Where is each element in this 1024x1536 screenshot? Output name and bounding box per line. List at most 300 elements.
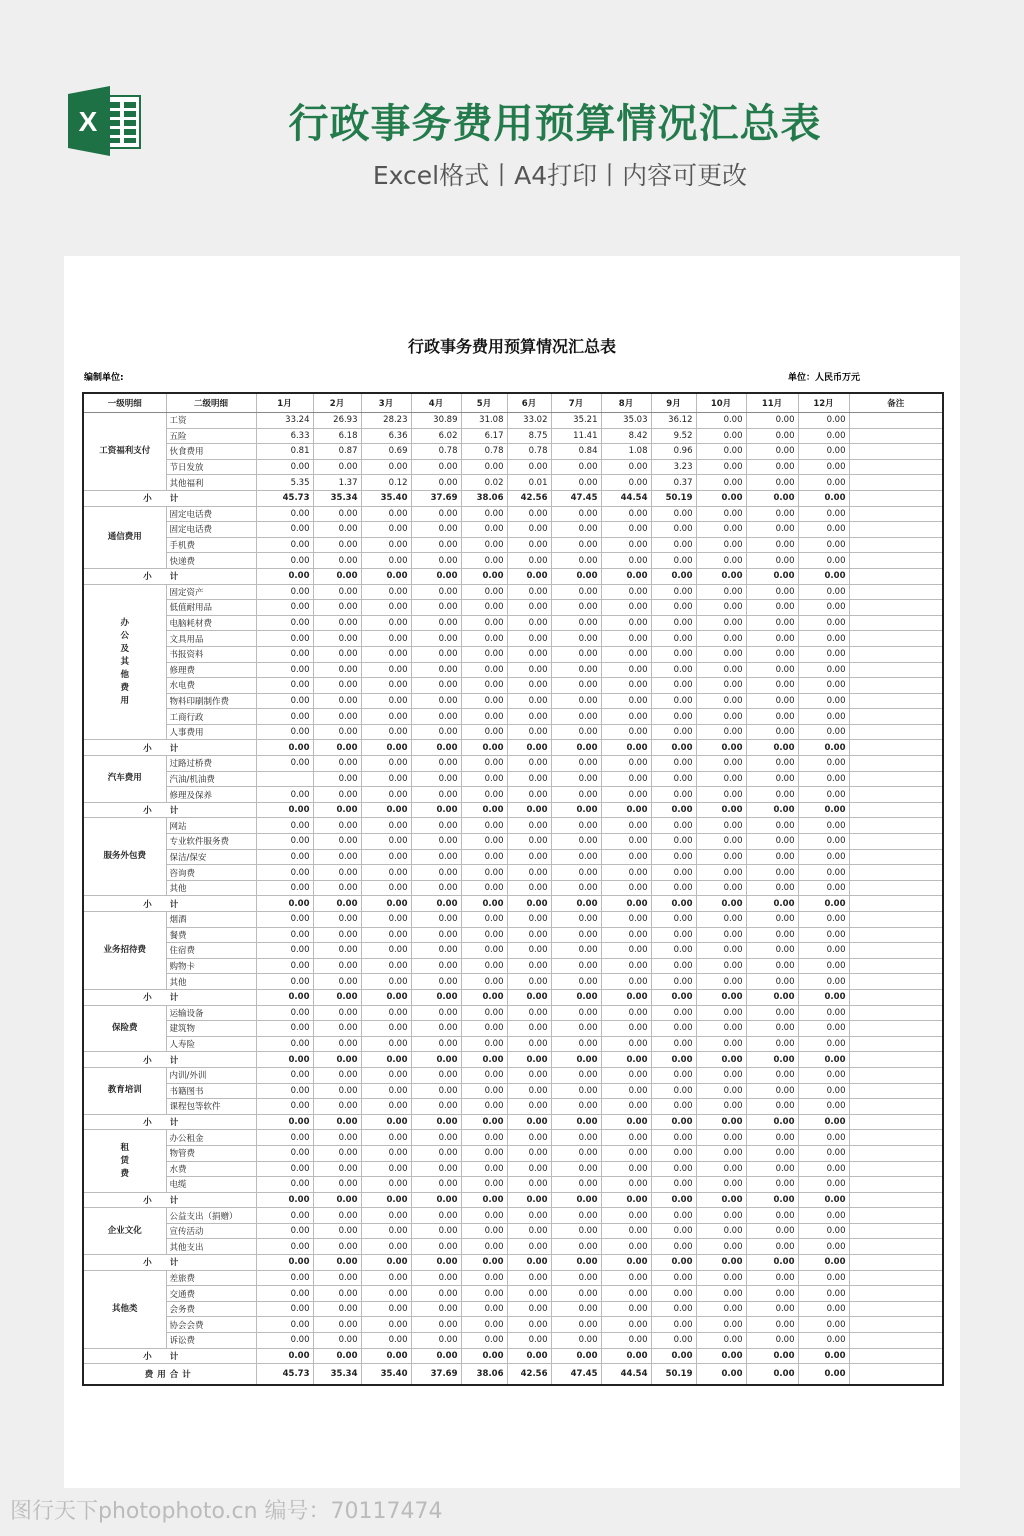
table-row <box>83 1286 943 1302</box>
value-cell: 0.00 <box>461 771 507 787</box>
value-cell: 0.00 <box>461 600 507 616</box>
value-cell: 0.00 <box>746 646 798 662</box>
value-cell: 0.00 <box>361 771 411 787</box>
table-row <box>83 943 943 959</box>
value-cell: 0.00 <box>313 756 361 772</box>
value-cell: 0.00 <box>601 912 651 928</box>
value-cell: 0.00 <box>256 834 313 850</box>
item-name: 物管费 <box>166 1145 256 1161</box>
subtotal-value: 0.00 <box>651 1114 696 1130</box>
remark-cell <box>849 927 943 943</box>
value-cell: 0.00 <box>411 1036 461 1052</box>
value-cell: 0.00 <box>651 1239 696 1255</box>
table-row <box>83 553 943 569</box>
value-cell: 0.00 <box>601 646 651 662</box>
remark-cell <box>849 818 943 834</box>
remark-cell <box>849 490 943 506</box>
table-row <box>83 818 943 834</box>
column-header: 5月 <box>461 393 507 413</box>
value-cell: 0.00 <box>461 1067 507 1083</box>
value-cell: 0.00 <box>551 693 601 709</box>
value-cell: 0.00 <box>746 537 798 553</box>
value-cell: 0.00 <box>746 958 798 974</box>
total-value: 35.34 <box>313 1364 361 1386</box>
value-cell: 0.00 <box>798 553 849 569</box>
subtotal-value: 0.00 <box>256 740 313 756</box>
value-cell: 36.12 <box>651 413 696 429</box>
subtotal-value: 0.00 <box>313 1192 361 1208</box>
value-cell: 0.00 <box>461 631 507 647</box>
value-cell: 0.00 <box>256 1177 313 1193</box>
subtotal-label: 小计 <box>83 490 256 506</box>
document-sheet <box>64 256 960 1488</box>
value-cell: 0.00 <box>507 1286 551 1302</box>
value-cell: 0.00 <box>746 1036 798 1052</box>
value-cell: 0.00 <box>411 865 461 881</box>
value-cell: 0.00 <box>696 459 746 475</box>
value-cell: 0.00 <box>361 865 411 881</box>
value-cell: 0.00 <box>411 709 461 725</box>
value-cell: 0.00 <box>313 927 361 943</box>
value-cell: 0.00 <box>696 428 746 444</box>
remark-cell <box>849 1192 943 1208</box>
subtotal-value: 0.00 <box>746 1255 798 1271</box>
value-cell: 0.00 <box>361 787 411 803</box>
value-cell: 0.00 <box>313 709 361 725</box>
value-cell: 0.00 <box>798 709 849 725</box>
value-cell: 1.08 <box>601 444 651 460</box>
value-cell: 0.00 <box>601 553 651 569</box>
value-cell: 0.00 <box>411 459 461 475</box>
budget-table <box>82 392 944 1386</box>
value-cell: 0.00 <box>651 1099 696 1115</box>
subtotal-value: 0.00 <box>746 740 798 756</box>
value-cell: 0.00 <box>411 615 461 631</box>
value-cell: 0.00 <box>461 522 507 538</box>
table-row <box>83 662 943 678</box>
category-cell: 通信费用 <box>83 506 166 568</box>
column-header: 7月 <box>551 393 601 413</box>
value-cell: 0.00 <box>461 756 507 772</box>
subtotal-value: 0.00 <box>361 740 411 756</box>
item-name: 购物卡 <box>166 958 256 974</box>
value-cell: 0.00 <box>361 678 411 694</box>
remark-cell <box>849 522 943 538</box>
column-header: 3月 <box>361 393 411 413</box>
subtotal-value: 0.00 <box>651 802 696 818</box>
item-name: 物料印刷制作费 <box>166 693 256 709</box>
value-cell: 0.00 <box>696 1036 746 1052</box>
remark-cell <box>849 553 943 569</box>
value-cell: 0.00 <box>256 1239 313 1255</box>
value-cell: 0.00 <box>313 849 361 865</box>
value-cell: 0.00 <box>361 693 411 709</box>
column-header: 二级明细 <box>166 393 256 413</box>
value-cell: 0.00 <box>507 1161 551 1177</box>
remark-cell <box>849 1348 943 1364</box>
subtotal-value: 0.00 <box>601 1348 651 1364</box>
value-cell: 0.00 <box>601 506 651 522</box>
item-name: 保洁/保安 <box>166 849 256 865</box>
value-cell: 0.00 <box>461 865 507 881</box>
value-cell: 0.00 <box>601 1130 651 1146</box>
remark-cell <box>849 506 943 522</box>
value-cell: 0.00 <box>256 1223 313 1239</box>
item-name: 办公租金 <box>166 1130 256 1146</box>
value-cell: 0.00 <box>651 1333 696 1349</box>
value-cell: 0.00 <box>461 974 507 990</box>
value-cell: 0.00 <box>746 1130 798 1146</box>
value-cell: 0.00 <box>601 475 651 491</box>
subtotal-value: 0.00 <box>411 740 461 756</box>
table-row <box>83 678 943 694</box>
subtotal-value: 0.00 <box>798 896 849 912</box>
subtotal-value: 0.00 <box>461 1192 507 1208</box>
subtotal-value: 0.00 <box>313 1052 361 1068</box>
subtotal-value: 0.00 <box>507 740 551 756</box>
remark-cell <box>849 1099 943 1115</box>
subtotal-value: 0.00 <box>507 1348 551 1364</box>
table-row <box>83 771 943 787</box>
subtotal-value: 45.73 <box>256 490 313 506</box>
subtotal-value: 0.00 <box>798 1255 849 1271</box>
subtotal-value: 0.00 <box>798 1052 849 1068</box>
value-cell: 0.00 <box>256 756 313 772</box>
subtotal-value: 0.00 <box>361 1348 411 1364</box>
value-cell: 0.00 <box>798 756 849 772</box>
value-cell: 0.00 <box>651 1083 696 1099</box>
value-cell: 0.00 <box>651 958 696 974</box>
value-cell: 0.00 <box>507 880 551 896</box>
value-cell: 0.00 <box>651 1208 696 1224</box>
value-cell: 0.00 <box>256 849 313 865</box>
subtotal-value: 0.00 <box>461 989 507 1005</box>
item-name: 手机费 <box>166 537 256 553</box>
table-row <box>83 1145 943 1161</box>
remark-cell <box>849 631 943 647</box>
value-cell: 0.00 <box>313 1208 361 1224</box>
subtotal-label: 小计 <box>83 896 256 912</box>
value-cell: 0.00 <box>696 522 746 538</box>
value-cell: 0.00 <box>256 1208 313 1224</box>
column-header: 一级明细 <box>83 393 166 413</box>
value-cell: 0.00 <box>746 1317 798 1333</box>
value-cell: 0.00 <box>551 1317 601 1333</box>
value-cell: 0.00 <box>798 413 849 429</box>
value-cell: 0.00 <box>551 958 601 974</box>
subtotal-value: 0.00 <box>651 989 696 1005</box>
subtotal-label: 小计 <box>83 1348 256 1364</box>
subtotal-value: 0.00 <box>256 896 313 912</box>
value-cell: 0.00 <box>411 1239 461 1255</box>
value-cell: 0.00 <box>746 834 798 850</box>
table-row <box>83 646 943 662</box>
value-cell: 0.00 <box>313 646 361 662</box>
subtotal-value: 0.00 <box>746 989 798 1005</box>
subtotal-value: 0.00 <box>651 1052 696 1068</box>
svg-text:X: X <box>78 106 98 137</box>
value-cell: 0.00 <box>601 958 651 974</box>
value-cell: 0.00 <box>551 756 601 772</box>
value-cell: 0.00 <box>601 537 651 553</box>
value-cell: 0.00 <box>507 1021 551 1037</box>
category-cell: 教育培训 <box>83 1067 166 1114</box>
value-cell: 0.00 <box>461 1286 507 1302</box>
value-cell: 0.00 <box>696 912 746 928</box>
value-cell: 0.00 <box>746 1301 798 1317</box>
value-cell: 0.00 <box>411 506 461 522</box>
value-cell: 0.00 <box>411 1270 461 1286</box>
remark-cell <box>849 537 943 553</box>
value-cell: 0.00 <box>798 771 849 787</box>
value-cell: 0.00 <box>256 1036 313 1052</box>
value-cell: 0.00 <box>798 1099 849 1115</box>
value-cell: 0.00 <box>461 787 507 803</box>
value-cell: 0.00 <box>551 880 601 896</box>
value-cell: 0.00 <box>411 1317 461 1333</box>
value-cell: 0.00 <box>461 1239 507 1255</box>
value-cell: 0.00 <box>746 693 798 709</box>
item-name: 低值耐用品 <box>166 600 256 616</box>
value-cell: 0.00 <box>411 880 461 896</box>
value-cell: 0.00 <box>798 444 849 460</box>
table-row <box>83 444 943 460</box>
value-cell: 0.00 <box>461 1208 507 1224</box>
item-name: 其他 <box>166 880 256 896</box>
value-cell: 0.00 <box>313 1099 361 1115</box>
item-name: 课程包等软件 <box>166 1099 256 1115</box>
value-cell: 0.00 <box>798 615 849 631</box>
column-header: 备注 <box>849 393 943 413</box>
value-cell: 0.00 <box>651 1161 696 1177</box>
subtotal-value: 37.69 <box>411 490 461 506</box>
value-cell: 0.00 <box>651 584 696 600</box>
subtotal-row <box>83 896 943 912</box>
item-name: 伙食费用 <box>166 444 256 460</box>
value-cell: 0.00 <box>798 818 849 834</box>
value-cell: 0.00 <box>461 1005 507 1021</box>
remark-cell <box>849 787 943 803</box>
value-cell: 0.00 <box>651 1286 696 1302</box>
value-cell: 0.00 <box>461 912 507 928</box>
value-cell: 0.00 <box>361 1301 411 1317</box>
value-cell: 0.00 <box>461 849 507 865</box>
item-name: 电缆 <box>166 1177 256 1193</box>
subtotal-value: 0.00 <box>256 568 313 584</box>
category-cell: 工资福利支付 <box>83 413 166 491</box>
remark-cell <box>849 1145 943 1161</box>
value-cell: 6.33 <box>256 428 313 444</box>
value-cell: 0.00 <box>256 584 313 600</box>
value-cell: 0.00 <box>551 537 601 553</box>
value-cell: 0.00 <box>507 1036 551 1052</box>
value-cell: 0.00 <box>551 1333 601 1349</box>
table-row <box>83 1067 943 1083</box>
value-cell: 0.00 <box>551 1130 601 1146</box>
subtotal-value: 0.00 <box>551 802 601 818</box>
value-cell: 0.00 <box>601 1223 651 1239</box>
category-cell: 业务招待费 <box>83 912 166 990</box>
value-cell: 0.00 <box>651 506 696 522</box>
value-cell: 0.00 <box>256 1145 313 1161</box>
value-cell: 0.00 <box>507 849 551 865</box>
total-value: 42.56 <box>507 1364 551 1386</box>
value-cell: 0.00 <box>507 865 551 881</box>
value-cell: 0.00 <box>256 709 313 725</box>
remark-cell <box>849 865 943 881</box>
value-cell: 0.00 <box>601 880 651 896</box>
subtotal-value: 0.00 <box>551 896 601 912</box>
subtotal-value: 0.00 <box>361 1114 411 1130</box>
remark-cell <box>849 880 943 896</box>
remark-cell <box>849 1067 943 1083</box>
value-cell: 0.00 <box>551 1161 601 1177</box>
value-cell: 0.00 <box>507 693 551 709</box>
value-cell: 5.35 <box>256 475 313 491</box>
subtotal-value: 0.00 <box>411 989 461 1005</box>
value-cell: 0.78 <box>507 444 551 460</box>
value-cell: 0.00 <box>696 756 746 772</box>
item-name: 其他 <box>166 974 256 990</box>
value-cell: 0.00 <box>601 1067 651 1083</box>
value-cell: 0.00 <box>651 1130 696 1146</box>
value-cell: 0.00 <box>746 1286 798 1302</box>
value-cell: 0.00 <box>361 709 411 725</box>
value-cell: 0.00 <box>601 943 651 959</box>
value-cell: 0.00 <box>313 1270 361 1286</box>
item-name: 人事费用 <box>166 724 256 740</box>
value-cell: 0.00 <box>746 584 798 600</box>
value-cell: 0.00 <box>746 444 798 460</box>
value-cell: 0.00 <box>361 834 411 850</box>
value-cell: 0.00 <box>696 1083 746 1099</box>
subtotal-value: 0.00 <box>411 1052 461 1068</box>
value-cell: 0.00 <box>313 1005 361 1021</box>
table-row <box>83 880 943 896</box>
value-cell: 0.00 <box>696 943 746 959</box>
table-row <box>83 1317 943 1333</box>
remark-cell <box>849 709 943 725</box>
value-cell: 0.00 <box>361 1317 411 1333</box>
value-cell: 0.84 <box>551 444 601 460</box>
value-cell: 0.00 <box>361 459 411 475</box>
item-name: 其他支出 <box>166 1239 256 1255</box>
value-cell: 0.02 <box>461 475 507 491</box>
value-cell: 0.00 <box>601 1036 651 1052</box>
remark-cell <box>849 693 943 709</box>
total-value: 44.54 <box>601 1364 651 1386</box>
item-name: 公益支出（捐赠） <box>166 1208 256 1224</box>
total-row <box>83 1364 943 1386</box>
value-cell: 0.00 <box>507 1270 551 1286</box>
value-cell: 0.00 <box>256 522 313 538</box>
value-cell: 0.00 <box>256 537 313 553</box>
subtotal-value: 0.00 <box>601 568 651 584</box>
remark-cell <box>849 444 943 460</box>
subtotal-row <box>83 1348 943 1364</box>
value-cell: 0.00 <box>313 1145 361 1161</box>
value-cell: 0.00 <box>746 709 798 725</box>
value-cell: 0.00 <box>601 1177 651 1193</box>
item-name: 水电费 <box>166 678 256 694</box>
table-row <box>83 1161 943 1177</box>
item-name: 书报资料 <box>166 646 256 662</box>
category-cell: 保险费 <box>83 1005 166 1052</box>
value-cell: 0.00 <box>798 849 849 865</box>
value-cell: 0.00 <box>313 1083 361 1099</box>
value-cell: 0.00 <box>411 787 461 803</box>
value-cell: 0.00 <box>551 1177 601 1193</box>
value-cell: 0.00 <box>746 1021 798 1037</box>
value-cell: 0.00 <box>461 459 507 475</box>
value-cell: 0.00 <box>651 631 696 647</box>
item-name: 过路过桥费 <box>166 756 256 772</box>
value-cell: 0.00 <box>313 974 361 990</box>
subtotal-value: 0.00 <box>361 1052 411 1068</box>
value-cell: 0.00 <box>551 943 601 959</box>
remark-cell <box>849 1255 943 1271</box>
excel-logo-icon <box>68 86 142 156</box>
value-cell: 0.00 <box>507 600 551 616</box>
value-cell: 0.00 <box>696 880 746 896</box>
value-cell: 0.00 <box>411 849 461 865</box>
subtotal-value: 0.00 <box>507 568 551 584</box>
column-header: 11月 <box>746 393 798 413</box>
remark-cell <box>849 1364 943 1386</box>
value-cell: 0.00 <box>256 1333 313 1349</box>
value-cell: 0.00 <box>651 1145 696 1161</box>
remark-cell <box>849 1005 943 1021</box>
value-cell: 0.00 <box>461 1083 507 1099</box>
value-cell: 0.00 <box>313 600 361 616</box>
item-name: 修理及保养 <box>166 787 256 803</box>
table-row <box>83 459 943 475</box>
value-cell: 0.00 <box>361 1099 411 1115</box>
value-cell: 0.00 <box>798 1239 849 1255</box>
item-name: 工商行政 <box>166 709 256 725</box>
value-cell: 0.00 <box>411 1161 461 1177</box>
value-cell: 0.00 <box>601 600 651 616</box>
value-cell: 0.00 <box>798 646 849 662</box>
item-name: 人寿险 <box>166 1036 256 1052</box>
value-cell: 0.00 <box>651 1036 696 1052</box>
value-cell: 0.00 <box>256 943 313 959</box>
subtotal-value: 0.00 <box>746 896 798 912</box>
value-cell: 0.00 <box>746 943 798 959</box>
value-cell: 0.00 <box>256 1161 313 1177</box>
table-row <box>83 787 943 803</box>
value-cell: 0.00 <box>798 1130 849 1146</box>
value-cell: 0.00 <box>313 834 361 850</box>
subtotal-label: 小计 <box>83 1114 256 1130</box>
value-cell: 0.00 <box>746 1239 798 1255</box>
item-name: 网站 <box>166 818 256 834</box>
value-cell: 0.00 <box>411 553 461 569</box>
item-name: 固定电话费 <box>166 522 256 538</box>
value-cell: 0.00 <box>651 1223 696 1239</box>
value-cell: 0.00 <box>551 865 601 881</box>
value-cell: 0.00 <box>696 537 746 553</box>
value-cell: 0.00 <box>507 662 551 678</box>
value-cell: 0.00 <box>651 771 696 787</box>
value-cell: 0.00 <box>601 834 651 850</box>
value-cell: 0.00 <box>696 1161 746 1177</box>
value-cell: 0.00 <box>798 693 849 709</box>
value-cell: 0.00 <box>313 771 361 787</box>
subtotal-label: 小计 <box>83 1052 256 1068</box>
value-cell: 0.00 <box>601 865 651 881</box>
table-row <box>83 724 943 740</box>
